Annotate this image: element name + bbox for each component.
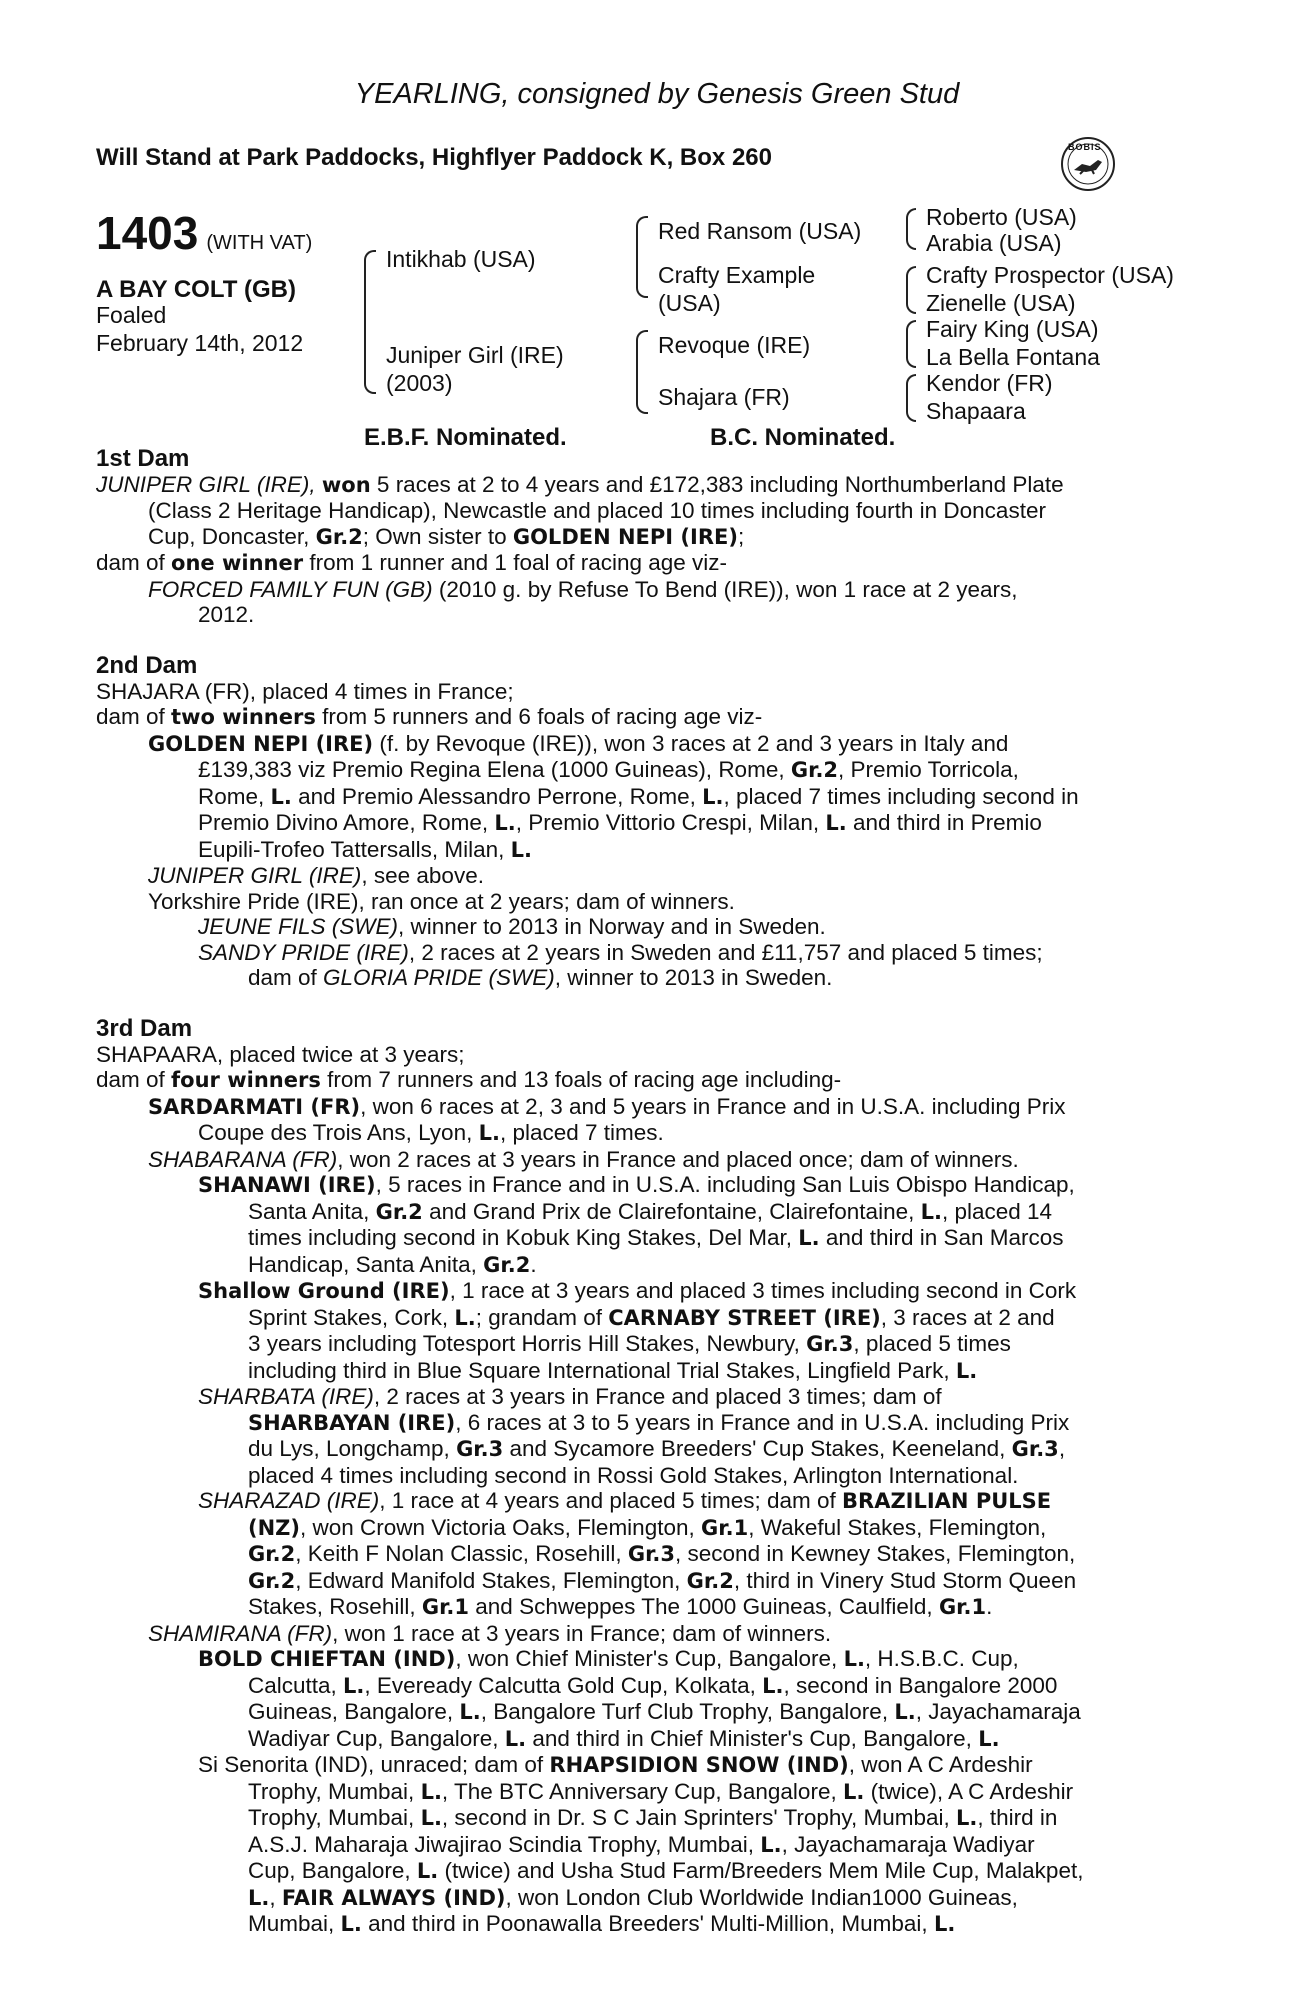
brace-ss	[906, 208, 916, 250]
text-line	[96, 1673, 1202, 1700]
text: Cup, Bangalore,	[248, 1858, 417, 1883]
bold-text: two winners	[171, 705, 316, 729]
text-line	[96, 1120, 1202, 1147]
bold-text: L.	[504, 1726, 527, 1751]
text: , third in	[977, 1805, 1058, 1830]
bold-text: L.	[843, 1647, 865, 1671]
pedigree-sire-dam: Crafty Example	[658, 262, 816, 288]
text: dam of	[248, 965, 324, 990]
text: .	[530, 1251, 537, 1277]
bold-text: CARNABY STREET (IRE)	[608, 1305, 881, 1330]
bold-text: Shallow Ground (IRE)	[198, 1279, 450, 1303]
text: SHAPAARA, placed twice at 3 years;	[96, 1041, 465, 1067]
pedigree-dsd: La Bella Fontana	[926, 344, 1100, 370]
foaled-label: Foaled	[96, 302, 167, 328]
pedigree-sdd: Zienelle (USA)	[926, 290, 1076, 316]
text: , winner to 2013 in Sweden.	[554, 965, 833, 990]
text: Rome,	[198, 783, 271, 809]
text: , Keith F Nolan Classic, Rosehill,	[295, 1541, 628, 1566]
text-line	[96, 1911, 1202, 1938]
text: , won A C Ardeshir	[848, 1752, 1033, 1777]
bold-text: L.	[978, 1726, 1000, 1751]
text-line	[96, 1832, 1202, 1859]
text-line	[96, 940, 1202, 966]
text-line	[96, 1885, 1202, 1912]
text: Guineas, Bangalore,	[248, 1699, 460, 1724]
section-gap	[96, 991, 1202, 1017]
bold-text: four winners	[171, 1068, 321, 1092]
section-title: 3rd Dam	[96, 1015, 193, 1042]
text: du Lys, Longchamp,	[248, 1436, 457, 1461]
text: dam of	[96, 550, 172, 575]
text-line	[96, 1463, 1202, 1489]
text: Wadiyar Cup, Bangalore,	[248, 1725, 505, 1751]
bold-text: L.	[702, 784, 724, 809]
text: and Schweppes The 1000 Guineas, Caulfield,	[469, 1594, 939, 1619]
text-line	[96, 602, 1202, 628]
text: , placed 5 times	[853, 1331, 1011, 1356]
text: Premio Divino Amore, Rome,	[198, 810, 495, 835]
text: , 2 races at 3 years in France and placed 3 times; dam of	[373, 1384, 942, 1409]
text: dam of	[96, 1067, 172, 1092]
bold-text: Gr.2	[790, 758, 839, 782]
bold-text: Gr.2	[248, 1542, 296, 1566]
italic-name: SHARAZAD (IRE)	[198, 1488, 380, 1513]
bold-text: Gr.1	[701, 1515, 749, 1540]
text: Handicap, Santa Anita,	[248, 1251, 484, 1277]
text-line	[96, 1436, 1202, 1463]
text: 5 races at 2 to 4 years and £172,383 including Northumberland Plate	[370, 471, 1064, 497]
pedigree-notes	[96, 446, 1202, 1938]
text: dam of	[96, 704, 172, 729]
text: and Grand Prix de Clairefontaine, Clairefontaine,	[422, 1198, 921, 1224]
bold-text: L.	[933, 1912, 956, 1936]
section-heading	[96, 653, 1202, 679]
text-line	[96, 1358, 1202, 1385]
bold-text: L.	[420, 1779, 442, 1804]
bold-text: L.	[416, 1859, 439, 1883]
text-line	[96, 965, 1202, 991]
italic-name: SHAMIRANA (FR)	[148, 1620, 333, 1646]
text-line	[96, 679, 1202, 705]
text: , 5 races in France and in U.S.A. including San Luis Obispo Handicap,	[375, 1172, 1075, 1197]
text: and third in Poonawalla Breeders' Multi-Million, Mumbai,	[361, 1911, 934, 1936]
text-line	[96, 1488, 1202, 1515]
text: , Edward Manifold Stakes, Flemington,	[295, 1567, 687, 1593]
bold-text: Gr.3	[627, 1542, 676, 1566]
text-line	[96, 550, 1202, 577]
text: ; Own sister to	[362, 523, 513, 549]
italic-name: JUNIPER GIRL (IRE)	[148, 863, 362, 888]
bold-text: GOLDEN NEPI (IRE)	[512, 524, 738, 549]
bold-text: SHANAWI (IRE)	[198, 1173, 376, 1197]
text: (twice) and Usha Stud Farm/Breeders Mem Mile Cup, Malakpet,	[438, 1858, 1084, 1883]
text: , H.S.B.C. Cup,	[864, 1646, 1019, 1671]
brace-sd	[906, 266, 916, 314]
bold-text: L.	[459, 1700, 481, 1724]
bold-text: FAIR ALWAYS (IND)	[281, 1885, 506, 1910]
horse-title: A BAY COLT (GB)	[96, 276, 297, 303]
pedigree-dds: Kendor (FR)	[926, 370, 1053, 396]
text: , placed 7 times.	[499, 1120, 664, 1145]
section-heading	[96, 446, 1202, 472]
text: , second in Dr. S C Jain Sprinters' Trophy, Mumbai,	[441, 1805, 957, 1830]
pedigree-dam-sire: Revoque (IRE)	[658, 332, 811, 358]
bold-text: L.	[420, 1806, 442, 1830]
text: Trophy, Mumbai,	[248, 1805, 421, 1830]
bold-text: L.	[510, 837, 532, 862]
text: and third in Chief Minister's Cup, Bangalore,	[526, 1725, 979, 1751]
bold-text: RHAPSIDION SNOW (IND)	[549, 1753, 849, 1777]
text-line	[96, 1331, 1202, 1358]
text: Coupe des Trois Ans, Lyon,	[198, 1120, 479, 1145]
bold-text: L.	[494, 811, 516, 835]
pedigree-sire: Intikhab (USA)	[386, 246, 536, 272]
text: , second in Bangalore 2000	[783, 1672, 1058, 1698]
brace-dd	[906, 374, 916, 422]
text-line	[96, 1515, 1202, 1542]
bold-text: L.	[270, 784, 292, 809]
text: , won 2 races at 3 years in France and placed once; dam of winners.	[337, 1146, 1019, 1172]
text-line	[96, 863, 1202, 889]
text: , placed 14	[941, 1198, 1053, 1224]
bold-text: GOLDEN NEPI (IRE)	[148, 731, 374, 756]
bold-text: SARDARMATI (FR)	[148, 1094, 361, 1119]
text-line	[96, 1621, 1202, 1647]
text: and Sycamore Breeders' Cup Stakes, Keeneland,	[503, 1436, 1012, 1461]
text: ; grandam of	[475, 1304, 609, 1330]
text: (Class 2 Heritage Handicap), Newcastle and placed 10 times including fourth in Doncaster	[148, 498, 1046, 523]
pedigree-sire-sire: Red Ransom (USA)	[658, 218, 862, 244]
sire-dam-brace	[364, 250, 376, 394]
text: Yorkshire Pride (IRE), ran once at 2 years; dam of winners.	[148, 888, 735, 914]
bold-text: Gr.2	[315, 524, 363, 549]
bold-text: L.	[955, 1358, 978, 1383]
bold-text: L.	[798, 1226, 820, 1250]
text: , 1 race at 3 years and placed 3 times including second in Cork	[449, 1278, 1077, 1303]
text-line	[96, 1541, 1202, 1568]
italic-name: SANDY PRIDE (IRE)	[198, 939, 409, 965]
text: , won Crown Victoria Oaks, Flemington,	[300, 1514, 701, 1540]
bold-text: L.	[340, 1912, 362, 1936]
pedigree-sire-dam-origin: (USA)	[658, 290, 721, 316]
text-line	[96, 1410, 1202, 1437]
italic-name: JUNIPER GIRL (IRE),	[96, 471, 316, 497]
text: (twice), A C Ardeshir	[864, 1778, 1074, 1804]
text: , 2 races at 2 years in Sweden and £11,757 and placed 5 times;	[408, 939, 1043, 965]
text-line	[96, 1147, 1202, 1173]
bold-text: Gr.1	[938, 1595, 987, 1619]
text: Calcutta,	[248, 1672, 344, 1698]
pedigree-dam: Juniper Girl (IRE)	[386, 342, 564, 368]
pedigree-ddd: Shapaara	[926, 398, 1026, 424]
bold-text: Gr.3	[456, 1437, 504, 1461]
text: Sprint Stakes, Cork,	[248, 1304, 455, 1330]
vat-label: (WITH VAT)	[206, 232, 313, 254]
pedigree-dam-dam: Shajara (FR)	[658, 384, 790, 410]
text: Cup, Doncaster,	[148, 523, 316, 549]
text-line	[96, 498, 1202, 524]
text: , Bangalore Turf Club Trophy, Bangalore,	[480, 1699, 895, 1724]
text-line	[96, 731, 1202, 758]
bold-text: Gr.1	[421, 1595, 470, 1619]
pedigree-sss: Roberto (USA)	[926, 204, 1077, 230]
text: placed 4 times including second in Rossi Gold Stakes, Arlington International.	[248, 1462, 1019, 1488]
lot-number: 1403 (WITH VAT)	[96, 207, 313, 259]
bold-text: Gr.2	[375, 1199, 423, 1224]
text-line	[96, 757, 1202, 784]
text: , won 6 races at 2, 3 and 5 years in France and in U.S.A. including Prix	[360, 1093, 1066, 1119]
text-line	[96, 1726, 1202, 1753]
text: , Premio Torricola,	[838, 757, 1019, 782]
section-gap	[96, 628, 1202, 654]
text-line	[96, 1305, 1202, 1332]
stand-location: Will Stand at Park Paddocks, Highflyer Paddock K, Box 260	[96, 144, 772, 171]
text: ,	[269, 1884, 282, 1910]
text-line	[96, 1172, 1202, 1199]
bold-text: L.	[760, 1832, 782, 1857]
text: times including second in Kobuk King Stakes, Del Mar,	[248, 1225, 799, 1250]
sire-parents-brace	[636, 216, 648, 298]
text: (f. by Revoque (IRE)), won 3 races at 2 and 3 years in Italy and	[373, 730, 1009, 756]
text-line	[96, 1042, 1202, 1068]
text: , won 1 race at 3 years in France; dam of winners.	[332, 1620, 832, 1646]
text: and Premio Alessandro Perrone, Rome,	[291, 783, 703, 809]
text-line	[96, 1805, 1202, 1832]
bold-text: won	[321, 472, 371, 497]
text-line	[96, 1779, 1202, 1806]
text: , 6 races at 3 to 5 years in France and in U.S.A. including Prix	[455, 1409, 1070, 1435]
text: , third in Vinery Stud Storm Queen	[733, 1567, 1077, 1593]
text: 3 years including Totesport Horris Hill Stakes, Newbury,	[248, 1331, 807, 1356]
bold-text: one winner	[171, 551, 304, 575]
italic-name: SHARBATA (IRE)	[198, 1384, 374, 1409]
text-line	[96, 837, 1202, 864]
text: Mumbai,	[248, 1911, 341, 1936]
text-line	[96, 577, 1202, 603]
text-line	[96, 704, 1202, 731]
italic-name: JEUNE FILS (SWE)	[198, 914, 399, 939]
bold-text: L.	[478, 1121, 500, 1145]
text: , won Chief Minister's Cup, Bangalore,	[455, 1646, 844, 1671]
text: Si Senorita (IND), unraced; dam of	[198, 1752, 550, 1777]
text: Trophy, Mumbai,	[248, 1778, 421, 1804]
foaled-date: February 14th, 2012	[96, 330, 304, 356]
text: Santa Anita,	[248, 1198, 376, 1224]
text: and third in Premio	[846, 810, 1042, 835]
brace-ds	[906, 320, 916, 368]
bold-text: BRAZILIAN PULSE	[842, 1489, 1052, 1513]
text: from 1 runner and 1 foal of racing age viz-	[303, 550, 728, 575]
text: .	[986, 1594, 993, 1619]
bold-text: L.	[842, 1779, 865, 1804]
text-line	[96, 1199, 1202, 1226]
text-line	[96, 524, 1202, 551]
text: , won London Club Worldwide Indian1000 Guineas,	[505, 1884, 1018, 1910]
italic-name: FORCED FAMILY FUN (GB)	[148, 576, 433, 602]
text: , Wakeful Stakes, Flemington,	[748, 1514, 1047, 1540]
pedigree-dss: Fairy King (USA)	[926, 316, 1099, 342]
text: (2010 g. by Refuse To Bend (IRE)), won 1 race at 2 years,	[432, 576, 1018, 602]
text: , placed 7 times including second in	[723, 783, 1079, 809]
text: , 1 race at 4 years and placed 5 times; dam of	[379, 1488, 843, 1513]
section-title: 2nd Dam	[96, 652, 198, 679]
text: , Jayachamaraja Wadiyar	[781, 1831, 1035, 1857]
bold-text: Gr.3	[1011, 1437, 1059, 1461]
pedigree-dam-year: (2003)	[386, 370, 453, 396]
text: and third in San Marcos	[819, 1225, 1064, 1250]
bold-text: L.	[825, 811, 847, 835]
text: ;	[737, 523, 745, 549]
text-line	[96, 1094, 1202, 1121]
text-line	[96, 889, 1202, 915]
text-line	[96, 472, 1202, 499]
bc-nominated: B.C. Nominated.	[710, 424, 896, 451]
bold-text: L.	[454, 1305, 476, 1330]
pedigree-ssd: Arabia (USA)	[926, 230, 1062, 256]
italic-name: GLORIA PRIDE (SWE)	[323, 965, 555, 990]
text-line	[96, 1278, 1202, 1305]
text-line	[96, 784, 1202, 811]
bold-text: (NZ)	[248, 1515, 300, 1540]
bold-text: L.	[920, 1199, 942, 1224]
bold-text: Gr.2	[686, 1568, 734, 1593]
text: 2012.	[198, 602, 255, 627]
text: , see above.	[361, 863, 484, 888]
text: , winner to 2013 in Norway and in Sweden.	[398, 914, 826, 939]
text: £139,383 viz Premio Regina Elena (1000 Guineas), Rome,	[198, 757, 791, 782]
text: , Eveready Calcutta Gold Cup, Kolkata,	[364, 1672, 763, 1698]
ebf-nominated: E.B.F. Nominated.	[364, 424, 567, 451]
bold-text: L.	[956, 1806, 978, 1830]
text-line	[96, 1858, 1202, 1885]
section-title: 1st Dam	[96, 445, 190, 472]
text: , Premio Vittorio Crespi, Milan,	[515, 810, 826, 835]
text-line	[96, 1252, 1202, 1279]
text: SHAJARA (FR), placed 4 times in France;	[96, 678, 514, 704]
text-line	[96, 1067, 1202, 1094]
text-line	[96, 810, 1202, 837]
bold-text: L.	[343, 1673, 365, 1698]
text: A.S.J. Maharaja Jiwajirao Scindia Trophy, Mumbai,	[248, 1831, 761, 1857]
text-line	[96, 1384, 1202, 1410]
bold-text: Gr.2	[248, 1568, 296, 1593]
italic-name: SHABARANA (FR)	[148, 1146, 338, 1172]
bold-text: L.	[248, 1885, 270, 1910]
text-line	[96, 1594, 1202, 1621]
text-line	[96, 1225, 1202, 1252]
pedigree-sds: Crafty Prospector (USA)	[926, 262, 1174, 288]
bold-text: Gr.3	[806, 1332, 854, 1356]
bold-text: BOLD CHIEFTAN (IND)	[198, 1647, 456, 1671]
text: , The BTC Anniversary Cup, Bangalore,	[441, 1778, 843, 1804]
text: from 7 runners and 13 foals of racing age including-	[320, 1067, 842, 1092]
text: ,	[1058, 1436, 1066, 1461]
text-line	[96, 1752, 1202, 1779]
bold-text: SHARBAYAN (IRE)	[248, 1410, 456, 1435]
text-line	[96, 914, 1202, 940]
text: , Jayachamaraja	[915, 1699, 1081, 1724]
consignment-heading: YEARLING, consigned by Genesis Green Stud	[354, 78, 960, 110]
text: , second in Kewney Stakes, Flemington,	[675, 1541, 1076, 1566]
text-line	[96, 1568, 1202, 1595]
text: Stakes, Rosehill,	[248, 1594, 422, 1619]
section-heading	[96, 1016, 1202, 1042]
bold-text: Gr.2	[483, 1252, 531, 1277]
text-line	[96, 1646, 1202, 1673]
text: including third in Blue Square International Trial Stakes, Lingfield Park,	[248, 1357, 956, 1383]
dam-parents-brace	[636, 330, 648, 414]
text-line	[96, 1699, 1202, 1726]
text: , 3 races at 2 and	[880, 1304, 1055, 1330]
bold-text: L.	[894, 1700, 916, 1724]
text: Eupili-Trofeo Tattersalls, Milan,	[198, 836, 511, 862]
bold-text: L.	[762, 1673, 784, 1698]
bobis-logo-text: BOBIS	[1068, 142, 1102, 152]
text: from 5 runners and 6 foals of racing age viz-	[315, 704, 763, 729]
